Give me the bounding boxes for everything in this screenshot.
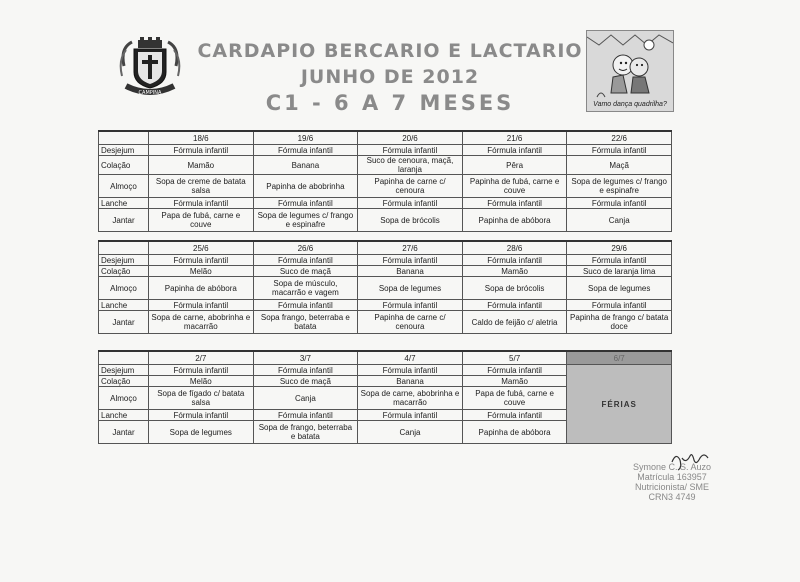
menu-cell: Sopa de carne, abobrinha e macarrão bbox=[358, 387, 463, 410]
menu-cell: Sopa de brócolis bbox=[462, 277, 567, 300]
meal-label: Jantar bbox=[99, 209, 149, 232]
table-row bbox=[99, 255, 672, 266]
day-header: 3/7 bbox=[253, 351, 358, 365]
page-title: CARDAPIO BERCARIO E LACTARIO bbox=[197, 40, 583, 62]
menu-cell: Suco de laranja lima bbox=[567, 266, 672, 277]
menu-cell: Papinha de abóbora bbox=[462, 209, 567, 232]
meal-label: Lanche bbox=[99, 300, 149, 311]
menu-cell: Fórmula infantil bbox=[253, 198, 358, 209]
cartoon-drawing bbox=[587, 31, 673, 111]
menu-cell: Fórmula infantil bbox=[253, 145, 358, 156]
menu-cell: Melão bbox=[149, 266, 254, 277]
menu-cell: Sopa de legumes c/ frango e espinafre bbox=[567, 175, 672, 198]
table-header-row bbox=[99, 131, 672, 145]
menu-cell: Melão bbox=[149, 376, 254, 387]
nutritionist-name: Symone C. S. Auzo bbox=[632, 462, 712, 472]
meal-label: Lanche bbox=[99, 198, 149, 209]
menu-cell: Mamão bbox=[462, 266, 567, 277]
crn-number: CRN3 4749 bbox=[648, 492, 696, 502]
menu-cell: Fórmula infantil bbox=[358, 410, 463, 421]
table-header-row bbox=[99, 351, 672, 365]
meal-label: Almoço bbox=[99, 277, 149, 300]
menu-cell: Canja bbox=[567, 209, 672, 232]
day-header: 25/6 bbox=[149, 241, 254, 255]
registration-number: Matrícula 163957 bbox=[637, 472, 707, 482]
day-header: 20/6 bbox=[358, 131, 463, 145]
menu-cell: Suco de cenoura, maçã, laranja bbox=[358, 156, 463, 175]
menu-cell: Papinha de fubá, carne e couve bbox=[462, 175, 567, 198]
menu-cell: Papa de fubá, carne e couve bbox=[462, 387, 567, 410]
day-header: 6/7 bbox=[567, 351, 672, 365]
group-title: C1 - 6 A 7 MESES bbox=[265, 91, 515, 115]
menu-cell: Fórmula infantil bbox=[358, 145, 463, 156]
day-header: 4/7 bbox=[358, 351, 463, 365]
menu-cell: Fórmula infantil bbox=[358, 365, 463, 376]
menu-cell: Fórmula infantil bbox=[253, 255, 358, 266]
day-header: 22/6 bbox=[567, 131, 672, 145]
table-row bbox=[99, 311, 672, 334]
menu-cell: Fórmula infantil bbox=[567, 255, 672, 266]
menu-cell: Banana bbox=[253, 156, 358, 175]
corner-cell bbox=[99, 241, 149, 255]
menu-cell: Fórmula infantil bbox=[358, 255, 463, 266]
day-header: 27/6 bbox=[358, 241, 463, 255]
menu-cell: Sopa de frango, beterraba e batata bbox=[253, 421, 358, 444]
corner-cell bbox=[99, 351, 149, 365]
menu-cell: Sopa frango, beterraba e batata bbox=[253, 311, 358, 334]
menu-cell: Banana bbox=[358, 266, 463, 277]
menu-cell: Caldo de feijão c/ aletria bbox=[462, 311, 567, 334]
menu-cell: Canja bbox=[358, 421, 463, 444]
crest-motto: CAMPINA bbox=[138, 90, 162, 96]
menu-cell: Fórmula infantil bbox=[149, 410, 254, 421]
meal-label: Jantar bbox=[99, 421, 149, 444]
table-row bbox=[99, 175, 672, 198]
month-title: JUNHO DE 2012 bbox=[300, 66, 480, 88]
menu-cell: Sopa de brócolis bbox=[358, 209, 463, 232]
menu-cell: Sopa de legumes bbox=[567, 277, 672, 300]
cartoon-caption: Vamo dança quadrilha? bbox=[593, 101, 667, 108]
menu-cell: Mamão bbox=[149, 156, 254, 175]
table-row bbox=[99, 209, 672, 232]
meal-label: Almoço bbox=[99, 175, 149, 198]
menu-cell: Sopa de legumes bbox=[149, 421, 254, 444]
menu-cell: Sopa de creme de batata salsa bbox=[149, 175, 254, 198]
table-row bbox=[99, 365, 672, 376]
menu-cell: Suco de maçã bbox=[253, 266, 358, 277]
table-row bbox=[99, 156, 672, 175]
meal-label: Desjejum bbox=[99, 145, 149, 156]
meal-label: Desjejum bbox=[99, 255, 149, 266]
menu-cell: Fórmula infantil bbox=[462, 145, 567, 156]
menu-cell: Fórmula infantil bbox=[462, 410, 567, 421]
menu-cell: Fórmula infantil bbox=[462, 255, 567, 266]
menu-cell: Fórmula infantil bbox=[567, 198, 672, 209]
menu-cell: Fórmula infantil bbox=[149, 255, 254, 266]
menu-cell: Fórmula infantil bbox=[253, 365, 358, 376]
title-block bbox=[190, 38, 590, 116]
menu-cell: Fórmula infantil bbox=[358, 198, 463, 209]
day-header: 19/6 bbox=[253, 131, 358, 145]
table-row bbox=[99, 145, 672, 156]
day-header: 21/6 bbox=[462, 131, 567, 145]
menu-cell: Papinha de carne c/ cenoura bbox=[358, 311, 463, 334]
day-header: 18/6 bbox=[149, 131, 254, 145]
table-row bbox=[99, 198, 672, 209]
table-row bbox=[99, 266, 672, 277]
meal-label: Desjejum bbox=[99, 365, 149, 376]
table-header-row bbox=[99, 241, 672, 255]
menu-cell: Fórmula infantil bbox=[149, 300, 254, 311]
day-header: 26/6 bbox=[253, 241, 358, 255]
menu-table-week-2 bbox=[98, 240, 672, 334]
menu-cell: Papinha de abóbora bbox=[462, 421, 567, 444]
nutritionist-role: Nutricionista/ SME bbox=[634, 482, 710, 492]
day-header: 2/7 bbox=[149, 351, 254, 365]
menu-cell: Suco de maçã bbox=[253, 376, 358, 387]
menu-cell: Pêra bbox=[462, 156, 567, 175]
coat-of-arms-icon bbox=[118, 36, 182, 98]
day-header: 5/7 bbox=[462, 351, 567, 365]
menu-cell: Fórmula infantil bbox=[567, 145, 672, 156]
meal-label: Jantar bbox=[99, 311, 149, 334]
day-header: 29/6 bbox=[567, 241, 672, 255]
menu-cell: Sopa de carne, abobrinha e macarrão bbox=[149, 311, 254, 334]
menu-cell: Sopa de legumes c/ frango e espinafre bbox=[253, 209, 358, 232]
menu-cell: Papinha de abobrinha bbox=[253, 175, 358, 198]
menu-cell: Mamão bbox=[462, 376, 567, 387]
menu-cell: Sopa de legumes bbox=[358, 277, 463, 300]
menu-cell: Papinha de abóbora bbox=[149, 277, 254, 300]
menu-cell: Canja bbox=[253, 387, 358, 410]
menu-cell: Fórmula infantil bbox=[149, 145, 254, 156]
menu-cell: Banana bbox=[358, 376, 463, 387]
meal-label: Almoço bbox=[99, 387, 149, 410]
day-header: 28/6 bbox=[462, 241, 567, 255]
menu-cell: Fórmula infantil bbox=[462, 198, 567, 209]
menu-table-week-3 bbox=[98, 350, 672, 444]
menu-cell: Papinha de carne c/ cenoura bbox=[358, 175, 463, 198]
menu-cell: Fórmula infantil bbox=[567, 300, 672, 311]
table-row bbox=[99, 277, 672, 300]
signature-block bbox=[622, 462, 722, 502]
menu-cell: Papa de fubá, carne e couve bbox=[149, 209, 254, 232]
festa-junina-cartoon-icon bbox=[586, 30, 674, 112]
meal-label: Lanche bbox=[99, 410, 149, 421]
menu-cell: Sopa de músculo, macarrão e vagem bbox=[253, 277, 358, 300]
menu-cell: Sopa de fígado c/ batata salsa bbox=[149, 387, 254, 410]
menu-cell: Maçã bbox=[567, 156, 672, 175]
menu-cell: Fórmula infantil bbox=[253, 410, 358, 421]
menu-cell: Papinha de frango c/ batata doce bbox=[567, 311, 672, 334]
menu-cell: Fórmula infantil bbox=[358, 300, 463, 311]
table-row bbox=[99, 300, 672, 311]
corner-cell bbox=[99, 131, 149, 145]
menu-cell: Fórmula infantil bbox=[462, 300, 567, 311]
menu-cell: Fórmula infantil bbox=[253, 300, 358, 311]
menu-table-week-1 bbox=[98, 130, 672, 232]
holiday-cell: FÉRIAS bbox=[567, 365, 672, 444]
menu-cell: Fórmula infantil bbox=[149, 365, 254, 376]
meal-label: Colação bbox=[99, 156, 149, 175]
meal-label: Colação bbox=[99, 376, 149, 387]
meal-label: Colação bbox=[99, 266, 149, 277]
menu-cell: Fórmula infantil bbox=[462, 365, 567, 376]
menu-cell: Fórmula infantil bbox=[149, 198, 254, 209]
